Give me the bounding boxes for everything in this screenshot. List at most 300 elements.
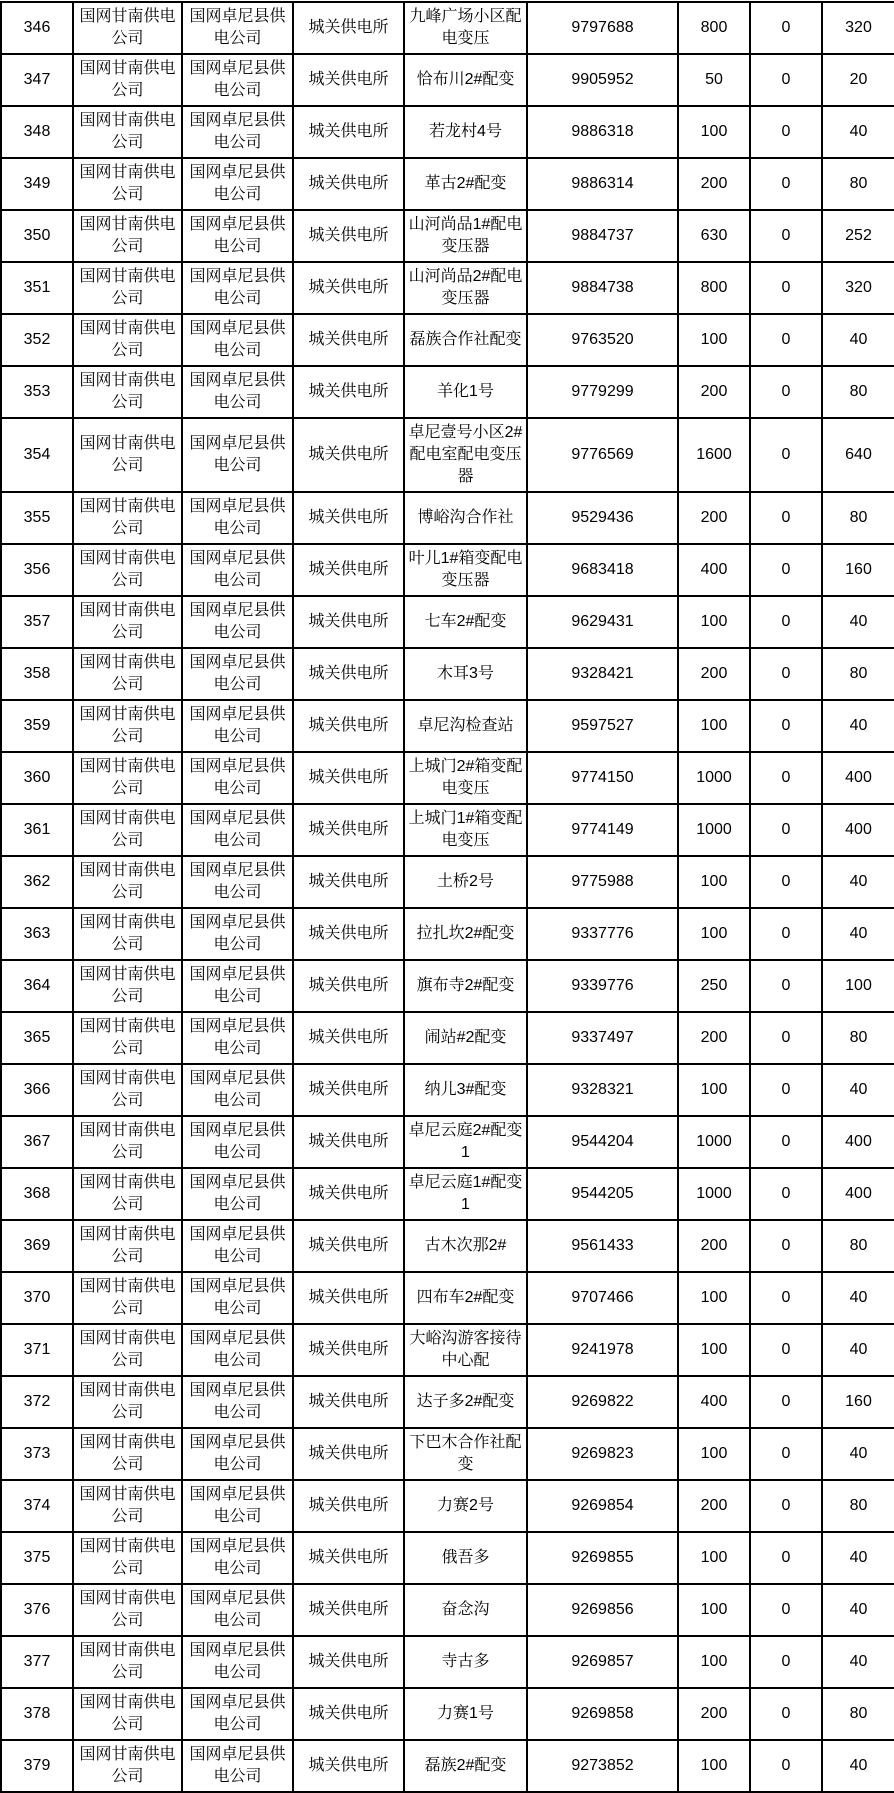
cell-provincial-company: 国网甘南供电公司 bbox=[73, 752, 182, 804]
cell-supply-station: 城关供电所 bbox=[293, 856, 404, 908]
cell-county-company: 国网卓尼县供电公司 bbox=[182, 1376, 293, 1428]
cell-derived-value: 400 bbox=[822, 1116, 894, 1168]
table-row bbox=[1, 158, 894, 210]
cell-zero-value: 0 bbox=[750, 1584, 822, 1636]
cell-county-company: 国网卓尼县供电公司 bbox=[182, 544, 293, 596]
cell-transformer-name: 上城门2#箱变配电变压 bbox=[404, 752, 527, 804]
cell-supply-station: 城关供电所 bbox=[293, 418, 404, 492]
cell-row-number: 360 bbox=[1, 752, 73, 804]
cell-capacity: 200 bbox=[678, 158, 750, 210]
power-station-table bbox=[0, 1, 894, 1793]
cell-transformer-code: 9269857 bbox=[527, 1636, 678, 1688]
cell-transformer-name: 闹站#2配变 bbox=[404, 1012, 527, 1064]
cell-transformer-name: 寺古多 bbox=[404, 1636, 527, 1688]
table-row bbox=[1, 2, 894, 54]
cell-derived-value: 252 bbox=[822, 210, 894, 262]
cell-transformer-name: 达子多2#配变 bbox=[404, 1376, 527, 1428]
cell-provincial-company: 国网甘南供电公司 bbox=[73, 1116, 182, 1168]
cell-zero-value: 0 bbox=[750, 1636, 822, 1688]
cell-derived-value: 40 bbox=[822, 106, 894, 158]
cell-transformer-name: 叶儿1#箱变配电变压器 bbox=[404, 544, 527, 596]
cell-supply-station: 城关供电所 bbox=[293, 1376, 404, 1428]
cell-provincial-company: 国网甘南供电公司 bbox=[73, 908, 182, 960]
cell-transformer-code: 9683418 bbox=[527, 544, 678, 596]
cell-zero-value: 0 bbox=[750, 1376, 822, 1428]
cell-row-number: 349 bbox=[1, 158, 73, 210]
cell-capacity: 200 bbox=[678, 366, 750, 418]
cell-provincial-company: 国网甘南供电公司 bbox=[73, 314, 182, 366]
cell-county-company: 国网卓尼县供电公司 bbox=[182, 1012, 293, 1064]
cell-capacity: 200 bbox=[678, 1012, 750, 1064]
cell-provincial-company: 国网甘南供电公司 bbox=[73, 1012, 182, 1064]
cell-zero-value: 0 bbox=[750, 1116, 822, 1168]
cell-derived-value: 160 bbox=[822, 544, 894, 596]
cell-derived-value: 400 bbox=[822, 752, 894, 804]
cell-county-company: 国网卓尼县供电公司 bbox=[182, 960, 293, 1012]
cell-capacity: 100 bbox=[678, 1636, 750, 1688]
cell-county-company: 国网卓尼县供电公司 bbox=[182, 1636, 293, 1688]
cell-row-number: 373 bbox=[1, 1428, 73, 1480]
cell-zero-value: 0 bbox=[750, 544, 822, 596]
table-row bbox=[1, 54, 894, 106]
cell-provincial-company: 国网甘南供电公司 bbox=[73, 1272, 182, 1324]
cell-transformer-name: 力赛1号 bbox=[404, 1688, 527, 1740]
cell-zero-value: 0 bbox=[750, 700, 822, 752]
cell-county-company: 国网卓尼县供电公司 bbox=[182, 158, 293, 210]
cell-capacity: 200 bbox=[678, 1220, 750, 1272]
cell-capacity: 1000 bbox=[678, 804, 750, 856]
cell-provincial-company: 国网甘南供电公司 bbox=[73, 856, 182, 908]
table-row bbox=[1, 804, 894, 856]
cell-transformer-name: 奋念沟 bbox=[404, 1584, 527, 1636]
cell-row-number: 363 bbox=[1, 908, 73, 960]
cell-transformer-name: 木耳3号 bbox=[404, 648, 527, 700]
table-row bbox=[1, 1012, 894, 1064]
cell-row-number: 379 bbox=[1, 1740, 73, 1792]
cell-county-company: 国网卓尼县供电公司 bbox=[182, 700, 293, 752]
table-row bbox=[1, 1428, 894, 1480]
table-row bbox=[1, 1740, 894, 1792]
cell-transformer-name: 磊族2#配变 bbox=[404, 1740, 527, 1792]
cell-provincial-company: 国网甘南供电公司 bbox=[73, 1584, 182, 1636]
cell-zero-value: 0 bbox=[750, 1428, 822, 1480]
cell-county-company: 国网卓尼县供电公司 bbox=[182, 1532, 293, 1584]
cell-transformer-name: 卓尼沟检查站 bbox=[404, 700, 527, 752]
cell-row-number: 358 bbox=[1, 648, 73, 700]
cell-row-number: 372 bbox=[1, 1376, 73, 1428]
cell-row-number: 367 bbox=[1, 1116, 73, 1168]
cell-supply-station: 城关供电所 bbox=[293, 366, 404, 418]
cell-transformer-name: 俄吾多 bbox=[404, 1532, 527, 1584]
cell-row-number: 346 bbox=[1, 2, 73, 54]
cell-provincial-company: 国网甘南供电公司 bbox=[73, 262, 182, 314]
cell-transformer-code: 9328321 bbox=[527, 1064, 678, 1116]
cell-transformer-code: 9707466 bbox=[527, 1272, 678, 1324]
cell-derived-value: 80 bbox=[822, 1480, 894, 1532]
cell-provincial-company: 国网甘南供电公司 bbox=[73, 1324, 182, 1376]
cell-supply-station: 城关供电所 bbox=[293, 492, 404, 544]
cell-derived-value: 640 bbox=[822, 418, 894, 492]
cell-zero-value: 0 bbox=[750, 1480, 822, 1532]
cell-row-number: 357 bbox=[1, 596, 73, 648]
cell-zero-value: 0 bbox=[750, 1324, 822, 1376]
cell-zero-value: 0 bbox=[750, 960, 822, 1012]
cell-provincial-company: 国网甘南供电公司 bbox=[73, 1168, 182, 1220]
cell-transformer-code: 9774149 bbox=[527, 804, 678, 856]
cell-transformer-code: 9269822 bbox=[527, 1376, 678, 1428]
cell-provincial-company: 国网甘南供电公司 bbox=[73, 106, 182, 158]
table-row bbox=[1, 1480, 894, 1532]
cell-derived-value: 40 bbox=[822, 1584, 894, 1636]
cell-row-number: 375 bbox=[1, 1532, 73, 1584]
cell-capacity: 100 bbox=[678, 1064, 750, 1116]
cell-capacity: 1000 bbox=[678, 1116, 750, 1168]
cell-supply-station: 城关供电所 bbox=[293, 106, 404, 158]
cell-derived-value: 400 bbox=[822, 1168, 894, 1220]
cell-county-company: 国网卓尼县供电公司 bbox=[182, 1220, 293, 1272]
cell-capacity: 50 bbox=[678, 54, 750, 106]
cell-transformer-name: 拉扎坎2#配变 bbox=[404, 908, 527, 960]
cell-provincial-company: 国网甘南供电公司 bbox=[73, 158, 182, 210]
cell-county-company: 国网卓尼县供电公司 bbox=[182, 1168, 293, 1220]
cell-supply-station: 城关供电所 bbox=[293, 648, 404, 700]
cell-county-company: 国网卓尼县供电公司 bbox=[182, 856, 293, 908]
cell-transformer-code: 9337776 bbox=[527, 908, 678, 960]
cell-supply-station: 城关供电所 bbox=[293, 1324, 404, 1376]
cell-zero-value: 0 bbox=[750, 596, 822, 648]
cell-row-number: 368 bbox=[1, 1168, 73, 1220]
cell-derived-value: 80 bbox=[822, 492, 894, 544]
cell-derived-value: 40 bbox=[822, 596, 894, 648]
table-row bbox=[1, 1376, 894, 1428]
cell-supply-station: 城关供电所 bbox=[293, 1168, 404, 1220]
cell-transformer-name: 卓尼壹号小区2#配电室配电变压器 bbox=[404, 418, 527, 492]
cell-county-company: 国网卓尼县供电公司 bbox=[182, 210, 293, 262]
cell-transformer-code: 9561433 bbox=[527, 1220, 678, 1272]
cell-transformer-name: 下巴木合作社配变 bbox=[404, 1428, 527, 1480]
cell-zero-value: 0 bbox=[750, 314, 822, 366]
cell-capacity: 1000 bbox=[678, 752, 750, 804]
cell-provincial-company: 国网甘南供电公司 bbox=[73, 1428, 182, 1480]
cell-row-number: 354 bbox=[1, 418, 73, 492]
cell-provincial-company: 国网甘南供电公司 bbox=[73, 366, 182, 418]
table-row bbox=[1, 1064, 894, 1116]
cell-capacity: 100 bbox=[678, 1740, 750, 1792]
cell-capacity: 200 bbox=[678, 492, 750, 544]
cell-zero-value: 0 bbox=[750, 1220, 822, 1272]
cell-capacity: 1000 bbox=[678, 1168, 750, 1220]
table-row bbox=[1, 648, 894, 700]
cell-county-company: 国网卓尼县供电公司 bbox=[182, 804, 293, 856]
cell-supply-station: 城关供电所 bbox=[293, 54, 404, 106]
cell-county-company: 国网卓尼县供电公司 bbox=[182, 648, 293, 700]
cell-row-number: 374 bbox=[1, 1480, 73, 1532]
table-row bbox=[1, 544, 894, 596]
cell-county-company: 国网卓尼县供电公司 bbox=[182, 1740, 293, 1792]
table-row bbox=[1, 314, 894, 366]
cell-derived-value: 80 bbox=[822, 1688, 894, 1740]
cell-row-number: 365 bbox=[1, 1012, 73, 1064]
cell-provincial-company: 国网甘南供电公司 bbox=[73, 2, 182, 54]
cell-row-number: 347 bbox=[1, 54, 73, 106]
cell-county-company: 国网卓尼县供电公司 bbox=[182, 366, 293, 418]
cell-transformer-name: 山河尚品1#配电变压器 bbox=[404, 210, 527, 262]
cell-transformer-name: 卓尼云庭1#配变1 bbox=[404, 1168, 527, 1220]
cell-transformer-code: 9905952 bbox=[527, 54, 678, 106]
cell-derived-value: 100 bbox=[822, 960, 894, 1012]
table-row bbox=[1, 908, 894, 960]
cell-provincial-company: 国网甘南供电公司 bbox=[73, 210, 182, 262]
cell-row-number: 350 bbox=[1, 210, 73, 262]
cell-row-number: 377 bbox=[1, 1636, 73, 1688]
cell-derived-value: 40 bbox=[822, 1272, 894, 1324]
cell-derived-value: 80 bbox=[822, 648, 894, 700]
cell-county-company: 国网卓尼县供电公司 bbox=[182, 106, 293, 158]
table-row bbox=[1, 1116, 894, 1168]
cell-transformer-code: 9776569 bbox=[527, 418, 678, 492]
cell-derived-value: 40 bbox=[822, 700, 894, 752]
cell-capacity: 100 bbox=[678, 1324, 750, 1376]
cell-supply-station: 城关供电所 bbox=[293, 1480, 404, 1532]
table-row bbox=[1, 366, 894, 418]
cell-supply-station: 城关供电所 bbox=[293, 2, 404, 54]
cell-zero-value: 0 bbox=[750, 106, 822, 158]
table-row bbox=[1, 700, 894, 752]
cell-row-number: 359 bbox=[1, 700, 73, 752]
cell-supply-station: 城关供电所 bbox=[293, 1272, 404, 1324]
cell-transformer-code: 9269855 bbox=[527, 1532, 678, 1584]
cell-capacity: 250 bbox=[678, 960, 750, 1012]
cell-transformer-code: 9544205 bbox=[527, 1168, 678, 1220]
cell-supply-station: 城关供电所 bbox=[293, 960, 404, 1012]
cell-provincial-company: 国网甘南供电公司 bbox=[73, 960, 182, 1012]
cell-derived-value: 40 bbox=[822, 1428, 894, 1480]
cell-capacity: 400 bbox=[678, 1376, 750, 1428]
cell-zero-value: 0 bbox=[750, 1532, 822, 1584]
cell-provincial-company: 国网甘南供电公司 bbox=[73, 418, 182, 492]
cell-zero-value: 0 bbox=[750, 158, 822, 210]
cell-county-company: 国网卓尼县供电公司 bbox=[182, 908, 293, 960]
cell-transformer-code: 9629431 bbox=[527, 596, 678, 648]
cell-provincial-company: 国网甘南供电公司 bbox=[73, 596, 182, 648]
cell-row-number: 371 bbox=[1, 1324, 73, 1376]
cell-supply-station: 城关供电所 bbox=[293, 158, 404, 210]
cell-derived-value: 80 bbox=[822, 158, 894, 210]
cell-county-company: 国网卓尼县供电公司 bbox=[182, 1688, 293, 1740]
cell-county-company: 国网卓尼县供电公司 bbox=[182, 1064, 293, 1116]
cell-supply-station: 城关供电所 bbox=[293, 1584, 404, 1636]
cell-zero-value: 0 bbox=[750, 418, 822, 492]
cell-provincial-company: 国网甘南供电公司 bbox=[73, 1636, 182, 1688]
cell-transformer-name: 旗布寺2#配变 bbox=[404, 960, 527, 1012]
cell-row-number: 366 bbox=[1, 1064, 73, 1116]
cell-capacity: 100 bbox=[678, 106, 750, 158]
cell-provincial-company: 国网甘南供电公司 bbox=[73, 700, 182, 752]
cell-county-company: 国网卓尼县供电公司 bbox=[182, 1324, 293, 1376]
cell-transformer-code: 9774150 bbox=[527, 752, 678, 804]
cell-transformer-code: 9269823 bbox=[527, 1428, 678, 1480]
cell-row-number: 378 bbox=[1, 1688, 73, 1740]
cell-transformer-code: 9241978 bbox=[527, 1324, 678, 1376]
cell-transformer-code: 9597527 bbox=[527, 700, 678, 752]
cell-supply-station: 城关供电所 bbox=[293, 596, 404, 648]
cell-transformer-code: 9269858 bbox=[527, 1688, 678, 1740]
cell-transformer-code: 9779299 bbox=[527, 366, 678, 418]
cell-provincial-company: 国网甘南供电公司 bbox=[73, 1220, 182, 1272]
cell-capacity: 800 bbox=[678, 2, 750, 54]
table-row bbox=[1, 1220, 894, 1272]
cell-transformer-name: 卓尼云庭2#配变1 bbox=[404, 1116, 527, 1168]
cell-zero-value: 0 bbox=[750, 1740, 822, 1792]
cell-capacity: 100 bbox=[678, 1584, 750, 1636]
cell-derived-value: 80 bbox=[822, 366, 894, 418]
cell-transformer-code: 9884738 bbox=[527, 262, 678, 314]
cell-row-number: 364 bbox=[1, 960, 73, 1012]
cell-transformer-name: 大峪沟游客接待中心配 bbox=[404, 1324, 527, 1376]
cell-provincial-company: 国网甘南供电公司 bbox=[73, 648, 182, 700]
cell-derived-value: 80 bbox=[822, 1012, 894, 1064]
cell-capacity: 800 bbox=[678, 262, 750, 314]
cell-transformer-name: 土桥2号 bbox=[404, 856, 527, 908]
cell-derived-value: 40 bbox=[822, 1740, 894, 1792]
table-row bbox=[1, 492, 894, 544]
table-row bbox=[1, 262, 894, 314]
cell-supply-station: 城关供电所 bbox=[293, 1012, 404, 1064]
cell-supply-station: 城关供电所 bbox=[293, 1116, 404, 1168]
cell-supply-station: 城关供电所 bbox=[293, 1220, 404, 1272]
table-row bbox=[1, 1636, 894, 1688]
cell-county-company: 国网卓尼县供电公司 bbox=[182, 596, 293, 648]
cell-capacity: 630 bbox=[678, 210, 750, 262]
cell-county-company: 国网卓尼县供电公司 bbox=[182, 54, 293, 106]
cell-transformer-name: 若龙村4号 bbox=[404, 106, 527, 158]
cell-transformer-code: 9775988 bbox=[527, 856, 678, 908]
cell-zero-value: 0 bbox=[750, 1272, 822, 1324]
cell-zero-value: 0 bbox=[750, 1688, 822, 1740]
cell-transformer-code: 9886318 bbox=[527, 106, 678, 158]
cell-provincial-company: 国网甘南供电公司 bbox=[73, 544, 182, 596]
cell-derived-value: 20 bbox=[822, 54, 894, 106]
cell-transformer-code: 9269854 bbox=[527, 1480, 678, 1532]
cell-row-number: 376 bbox=[1, 1584, 73, 1636]
cell-transformer-code: 9269856 bbox=[527, 1584, 678, 1636]
cell-supply-station: 城关供电所 bbox=[293, 544, 404, 596]
table-row bbox=[1, 960, 894, 1012]
cell-supply-station: 城关供电所 bbox=[293, 752, 404, 804]
table-row bbox=[1, 1532, 894, 1584]
cell-transformer-code: 9328421 bbox=[527, 648, 678, 700]
cell-transformer-code: 9763520 bbox=[527, 314, 678, 366]
cell-derived-value: 400 bbox=[822, 804, 894, 856]
cell-provincial-company: 国网甘南供电公司 bbox=[73, 1688, 182, 1740]
cell-derived-value: 80 bbox=[822, 1220, 894, 1272]
cell-county-company: 国网卓尼县供电公司 bbox=[182, 262, 293, 314]
cell-supply-station: 城关供电所 bbox=[293, 1064, 404, 1116]
cell-transformer-name: 九峰广场小区配电变压 bbox=[404, 2, 527, 54]
cell-derived-value: 40 bbox=[822, 856, 894, 908]
cell-capacity: 100 bbox=[678, 856, 750, 908]
cell-provincial-company: 国网甘南供电公司 bbox=[73, 1376, 182, 1428]
table-row bbox=[1, 1168, 894, 1220]
cell-row-number: 352 bbox=[1, 314, 73, 366]
cell-provincial-company: 国网甘南供电公司 bbox=[73, 54, 182, 106]
cell-transformer-name: 上城门1#箱变配电变压 bbox=[404, 804, 527, 856]
cell-transformer-name: 羊化1号 bbox=[404, 366, 527, 418]
cell-transformer-name: 革古2#配变 bbox=[404, 158, 527, 210]
table-row bbox=[1, 752, 894, 804]
cell-transformer-name: 古木次那2# bbox=[404, 1220, 527, 1272]
cell-supply-station: 城关供电所 bbox=[293, 1532, 404, 1584]
cell-county-company: 国网卓尼县供电公司 bbox=[182, 2, 293, 54]
cell-transformer-name: 博峪沟合作社 bbox=[404, 492, 527, 544]
cell-derived-value: 40 bbox=[822, 1636, 894, 1688]
cell-derived-value: 40 bbox=[822, 1324, 894, 1376]
cell-transformer-code: 9337497 bbox=[527, 1012, 678, 1064]
cell-supply-station: 城关供电所 bbox=[293, 314, 404, 366]
cell-supply-station: 城关供电所 bbox=[293, 804, 404, 856]
table-row bbox=[1, 856, 894, 908]
cell-row-number: 355 bbox=[1, 492, 73, 544]
cell-transformer-name: 磊族合作社配变 bbox=[404, 314, 527, 366]
cell-row-number: 356 bbox=[1, 544, 73, 596]
cell-zero-value: 0 bbox=[750, 492, 822, 544]
cell-capacity: 100 bbox=[678, 908, 750, 960]
cell-transformer-name: 四布车2#配变 bbox=[404, 1272, 527, 1324]
cell-transformer-code: 9273852 bbox=[527, 1740, 678, 1792]
cell-transformer-name: 七车2#配变 bbox=[404, 596, 527, 648]
cell-row-number: 361 bbox=[1, 804, 73, 856]
cell-supply-station: 城关供电所 bbox=[293, 1688, 404, 1740]
cell-transformer-name: 力赛2号 bbox=[404, 1480, 527, 1532]
cell-transformer-name: 纳儿3#配变 bbox=[404, 1064, 527, 1116]
table-row bbox=[1, 106, 894, 158]
cell-row-number: 370 bbox=[1, 1272, 73, 1324]
cell-transformer-code: 9884737 bbox=[527, 210, 678, 262]
table-row bbox=[1, 1324, 894, 1376]
cell-provincial-company: 国网甘南供电公司 bbox=[73, 1064, 182, 1116]
cell-county-company: 国网卓尼县供电公司 bbox=[182, 1116, 293, 1168]
cell-county-company: 国网卓尼县供电公司 bbox=[182, 418, 293, 492]
cell-supply-station: 城关供电所 bbox=[293, 908, 404, 960]
cell-capacity: 200 bbox=[678, 1480, 750, 1532]
cell-supply-station: 城关供电所 bbox=[293, 1636, 404, 1688]
cell-zero-value: 0 bbox=[750, 1012, 822, 1064]
cell-provincial-company: 国网甘南供电公司 bbox=[73, 804, 182, 856]
table-row bbox=[1, 418, 894, 492]
cell-provincial-company: 国网甘南供电公司 bbox=[73, 1740, 182, 1792]
cell-transformer-code: 9886314 bbox=[527, 158, 678, 210]
cell-capacity: 400 bbox=[678, 544, 750, 596]
cell-row-number: 362 bbox=[1, 856, 73, 908]
cell-county-company: 国网卓尼县供电公司 bbox=[182, 314, 293, 366]
cell-provincial-company: 国网甘南供电公司 bbox=[73, 492, 182, 544]
table-row bbox=[1, 1272, 894, 1324]
cell-zero-value: 0 bbox=[750, 54, 822, 106]
cell-derived-value: 40 bbox=[822, 1064, 894, 1116]
cell-county-company: 国网卓尼县供电公司 bbox=[182, 752, 293, 804]
cell-supply-station: 城关供电所 bbox=[293, 262, 404, 314]
cell-derived-value: 40 bbox=[822, 314, 894, 366]
cell-capacity: 100 bbox=[678, 314, 750, 366]
cell-provincial-company: 国网甘南供电公司 bbox=[73, 1532, 182, 1584]
cell-capacity: 100 bbox=[678, 1272, 750, 1324]
cell-zero-value: 0 bbox=[750, 908, 822, 960]
cell-row-number: 351 bbox=[1, 262, 73, 314]
cell-county-company: 国网卓尼县供电公司 bbox=[182, 1428, 293, 1480]
cell-row-number: 348 bbox=[1, 106, 73, 158]
cell-zero-value: 0 bbox=[750, 752, 822, 804]
table-row bbox=[1, 1584, 894, 1636]
